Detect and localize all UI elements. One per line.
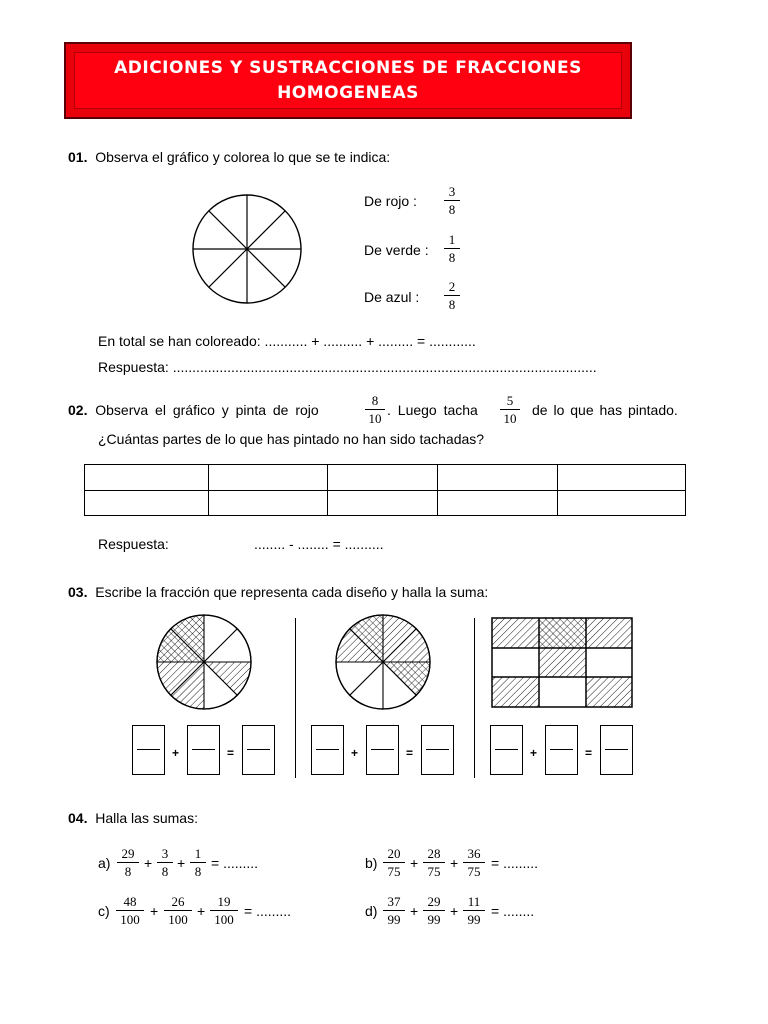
- denominator: 8: [124, 864, 132, 879]
- q1-fraction-green-num: 1: [448, 232, 456, 247]
- plus-sign: +: [351, 746, 359, 760]
- q4-item-a-fraction-1: [117, 846, 139, 879]
- denominator: 99: [427, 912, 441, 927]
- q1-fraction-red-den: 8: [448, 202, 456, 217]
- q3-number: 03.: [68, 584, 88, 600]
- q4-item-c-result[interactable]: = .........: [244, 903, 292, 919]
- q1-fraction-red-num: 3: [448, 184, 456, 199]
- denominator: 8: [194, 864, 202, 879]
- numerator: 29: [427, 894, 441, 909]
- q1-color-red-label: De rojo :: [364, 193, 417, 209]
- plus-sign: +: [530, 746, 538, 760]
- equals-sign: =: [585, 746, 593, 760]
- q2-fraction-paint-den: 10: [368, 411, 382, 426]
- q2-grid-cell[interactable]: [328, 465, 438, 491]
- q3-answer-box[interactable]: [132, 725, 165, 775]
- q1-circle-diagram[interactable]: [190, 192, 304, 306]
- q1-fraction-green-den: 8: [448, 250, 456, 265]
- q3-answer-box[interactable]: [311, 725, 344, 775]
- numerator: 3: [161, 846, 169, 861]
- denominator: 75: [467, 864, 481, 879]
- q3-answer-box[interactable]: [242, 725, 275, 775]
- title-banner-inner: [74, 52, 622, 109]
- numerator: 1: [194, 846, 202, 861]
- q2-answer-label: Respuesta:: [98, 536, 169, 552]
- title-banner: [64, 42, 632, 119]
- q4-item-b-fraction-2: [423, 846, 445, 879]
- numerator: 36: [467, 846, 481, 861]
- q2-text-a: Observa el gráfico y pinta de rojo: [95, 402, 319, 418]
- q1-fraction-blue-den: 8: [448, 297, 456, 312]
- plus-sign: +: [450, 855, 459, 871]
- q3-answer-box[interactable]: [600, 725, 633, 775]
- page-title-line-1: ADICIONES Y SUSTRACCIONES DE FRACCIONES: [114, 57, 582, 78]
- q2-grid-cell[interactable]: [438, 465, 558, 491]
- q3-answer-box[interactable]: [366, 725, 399, 775]
- q2-number: 02.: [68, 402, 88, 418]
- denominator: 75: [387, 864, 401, 879]
- q4-item-a-result[interactable]: = .........: [211, 855, 259, 871]
- q1-fraction-blue: [444, 279, 460, 312]
- q2-fraction-cross-den: 10: [503, 411, 517, 426]
- numerator: 26: [171, 894, 185, 909]
- equals-sign: =: [227, 746, 235, 760]
- q2-text-b: . Luego tacha: [387, 402, 478, 418]
- q2-fraction-cross-num: 5: [506, 393, 514, 408]
- q4-item-d-label: d): [365, 903, 378, 919]
- plus-sign: +: [410, 855, 419, 871]
- q1-fraction-green: [444, 232, 460, 265]
- plus-sign: +: [150, 903, 159, 919]
- q3-separator-1: [295, 618, 296, 778]
- numerator: 11: [467, 894, 481, 909]
- q3-answer-box[interactable]: [421, 725, 454, 775]
- q4-item-c-fraction-2: [164, 894, 192, 927]
- q2-grid-cell[interactable]: [328, 490, 438, 516]
- numerator: 20: [387, 846, 401, 861]
- q2-grid-cell[interactable]: [85, 490, 209, 516]
- q4-item-b-fraction-1: [383, 846, 405, 879]
- q4-item-a-fraction-3: [190, 846, 206, 879]
- q4-item-d-fraction-2: [423, 894, 445, 927]
- q4-item-b-label: b): [365, 855, 378, 871]
- q3-circle-2: [336, 615, 430, 709]
- page-title-line-2: HOMOGENEAS: [277, 82, 419, 103]
- q2-grid-cell[interactable]: [85, 465, 209, 491]
- denominator: 100: [214, 912, 234, 927]
- q3-heading: [68, 584, 488, 600]
- q1-total-line[interactable]: En total se han coloreado: ........... + .......... + ......... = ............: [98, 333, 476, 349]
- q3-answer-box[interactable]: [545, 725, 578, 775]
- equals-sign: =: [406, 746, 414, 760]
- numerator: 48: [123, 894, 137, 909]
- q1-color-green-label: De verde :: [364, 242, 429, 258]
- q4-item-c-label: c): [98, 903, 110, 919]
- plus-sign: +: [197, 903, 206, 919]
- q4-item-c-fraction-1: [116, 894, 144, 927]
- q2-fraction-paint-num: 8: [371, 393, 379, 408]
- plus-sign: +: [144, 855, 153, 871]
- q4-item-c-fraction-3: [210, 894, 238, 927]
- q4-item-d-fraction-1: [383, 894, 405, 927]
- q2-grid-cell[interactable]: [209, 490, 328, 516]
- denominator: 8: [161, 864, 169, 879]
- q1-color-blue-label: De azul :: [364, 289, 420, 305]
- q2-grid-cell[interactable]: [558, 490, 686, 516]
- q4-item-a-fraction-2: [157, 846, 173, 879]
- q3-circle-1: [157, 615, 251, 709]
- q1-answer-line[interactable]: Respuesta: .............................................................................................................: [98, 359, 597, 375]
- q4-heading: [68, 810, 198, 826]
- q4-item-b-fraction-3: [463, 846, 485, 879]
- denominator: 100: [120, 912, 140, 927]
- q2-line-2: ¿Cuántas partes de lo que has pintado no han sido tachadas?: [98, 431, 485, 447]
- q4-item-b-result[interactable]: = .........: [491, 855, 539, 871]
- q3-grid-diagram: [492, 618, 632, 707]
- q2-line-1a: [68, 402, 319, 418]
- denominator: 100: [168, 912, 188, 927]
- numerator: 28: [427, 846, 441, 861]
- plus-sign: +: [177, 855, 186, 871]
- q2-answer-expression[interactable]: ........ - ........ = ..........: [254, 536, 384, 552]
- numerator: 19: [217, 894, 231, 909]
- denominator: 99: [467, 912, 481, 927]
- plus-sign: +: [410, 903, 419, 919]
- q3-designs: [150, 612, 660, 712]
- q3-answer-box[interactable]: [490, 725, 523, 775]
- denominator: 75: [427, 864, 441, 879]
- q2-grid-cell[interactable]: [558, 465, 686, 491]
- numerator: 29: [121, 846, 135, 861]
- q3-answer-box[interactable]: [187, 725, 220, 775]
- denominator: 99: [387, 912, 401, 927]
- q1-heading: [68, 149, 390, 165]
- q2-text-c: de lo que has pintado.: [532, 402, 678, 418]
- q2-grid-cell[interactable]: [438, 490, 558, 516]
- q4-prompt: Halla las sumas:: [95, 810, 198, 826]
- plus-sign: +: [172, 746, 180, 760]
- q4-item-d-result[interactable]: = ........: [491, 903, 535, 919]
- q2-grid-cell[interactable]: [209, 465, 328, 491]
- plus-sign: +: [450, 903, 459, 919]
- q3-prompt: Escribe la fracción que representa cada diseño y halla la suma:: [95, 584, 489, 600]
- q3-separator-2: [474, 618, 475, 778]
- q2-fraction-cross: [500, 393, 520, 426]
- q1-fraction-red: [444, 184, 460, 217]
- numerator: 37: [387, 894, 401, 909]
- q1-fraction-blue-num: 2: [448, 279, 456, 294]
- q4-number: 04.: [68, 810, 88, 826]
- q4-item-a-label: a): [98, 855, 111, 871]
- q2-fraction-paint: [365, 393, 385, 426]
- q4-item-d-fraction-3: [463, 894, 485, 927]
- q1-number: 01.: [68, 149, 88, 165]
- q2-grid-table[interactable]: [84, 464, 686, 516]
- q1-prompt: Observa el gráfico y colorea lo que se te indica:: [95, 149, 391, 165]
